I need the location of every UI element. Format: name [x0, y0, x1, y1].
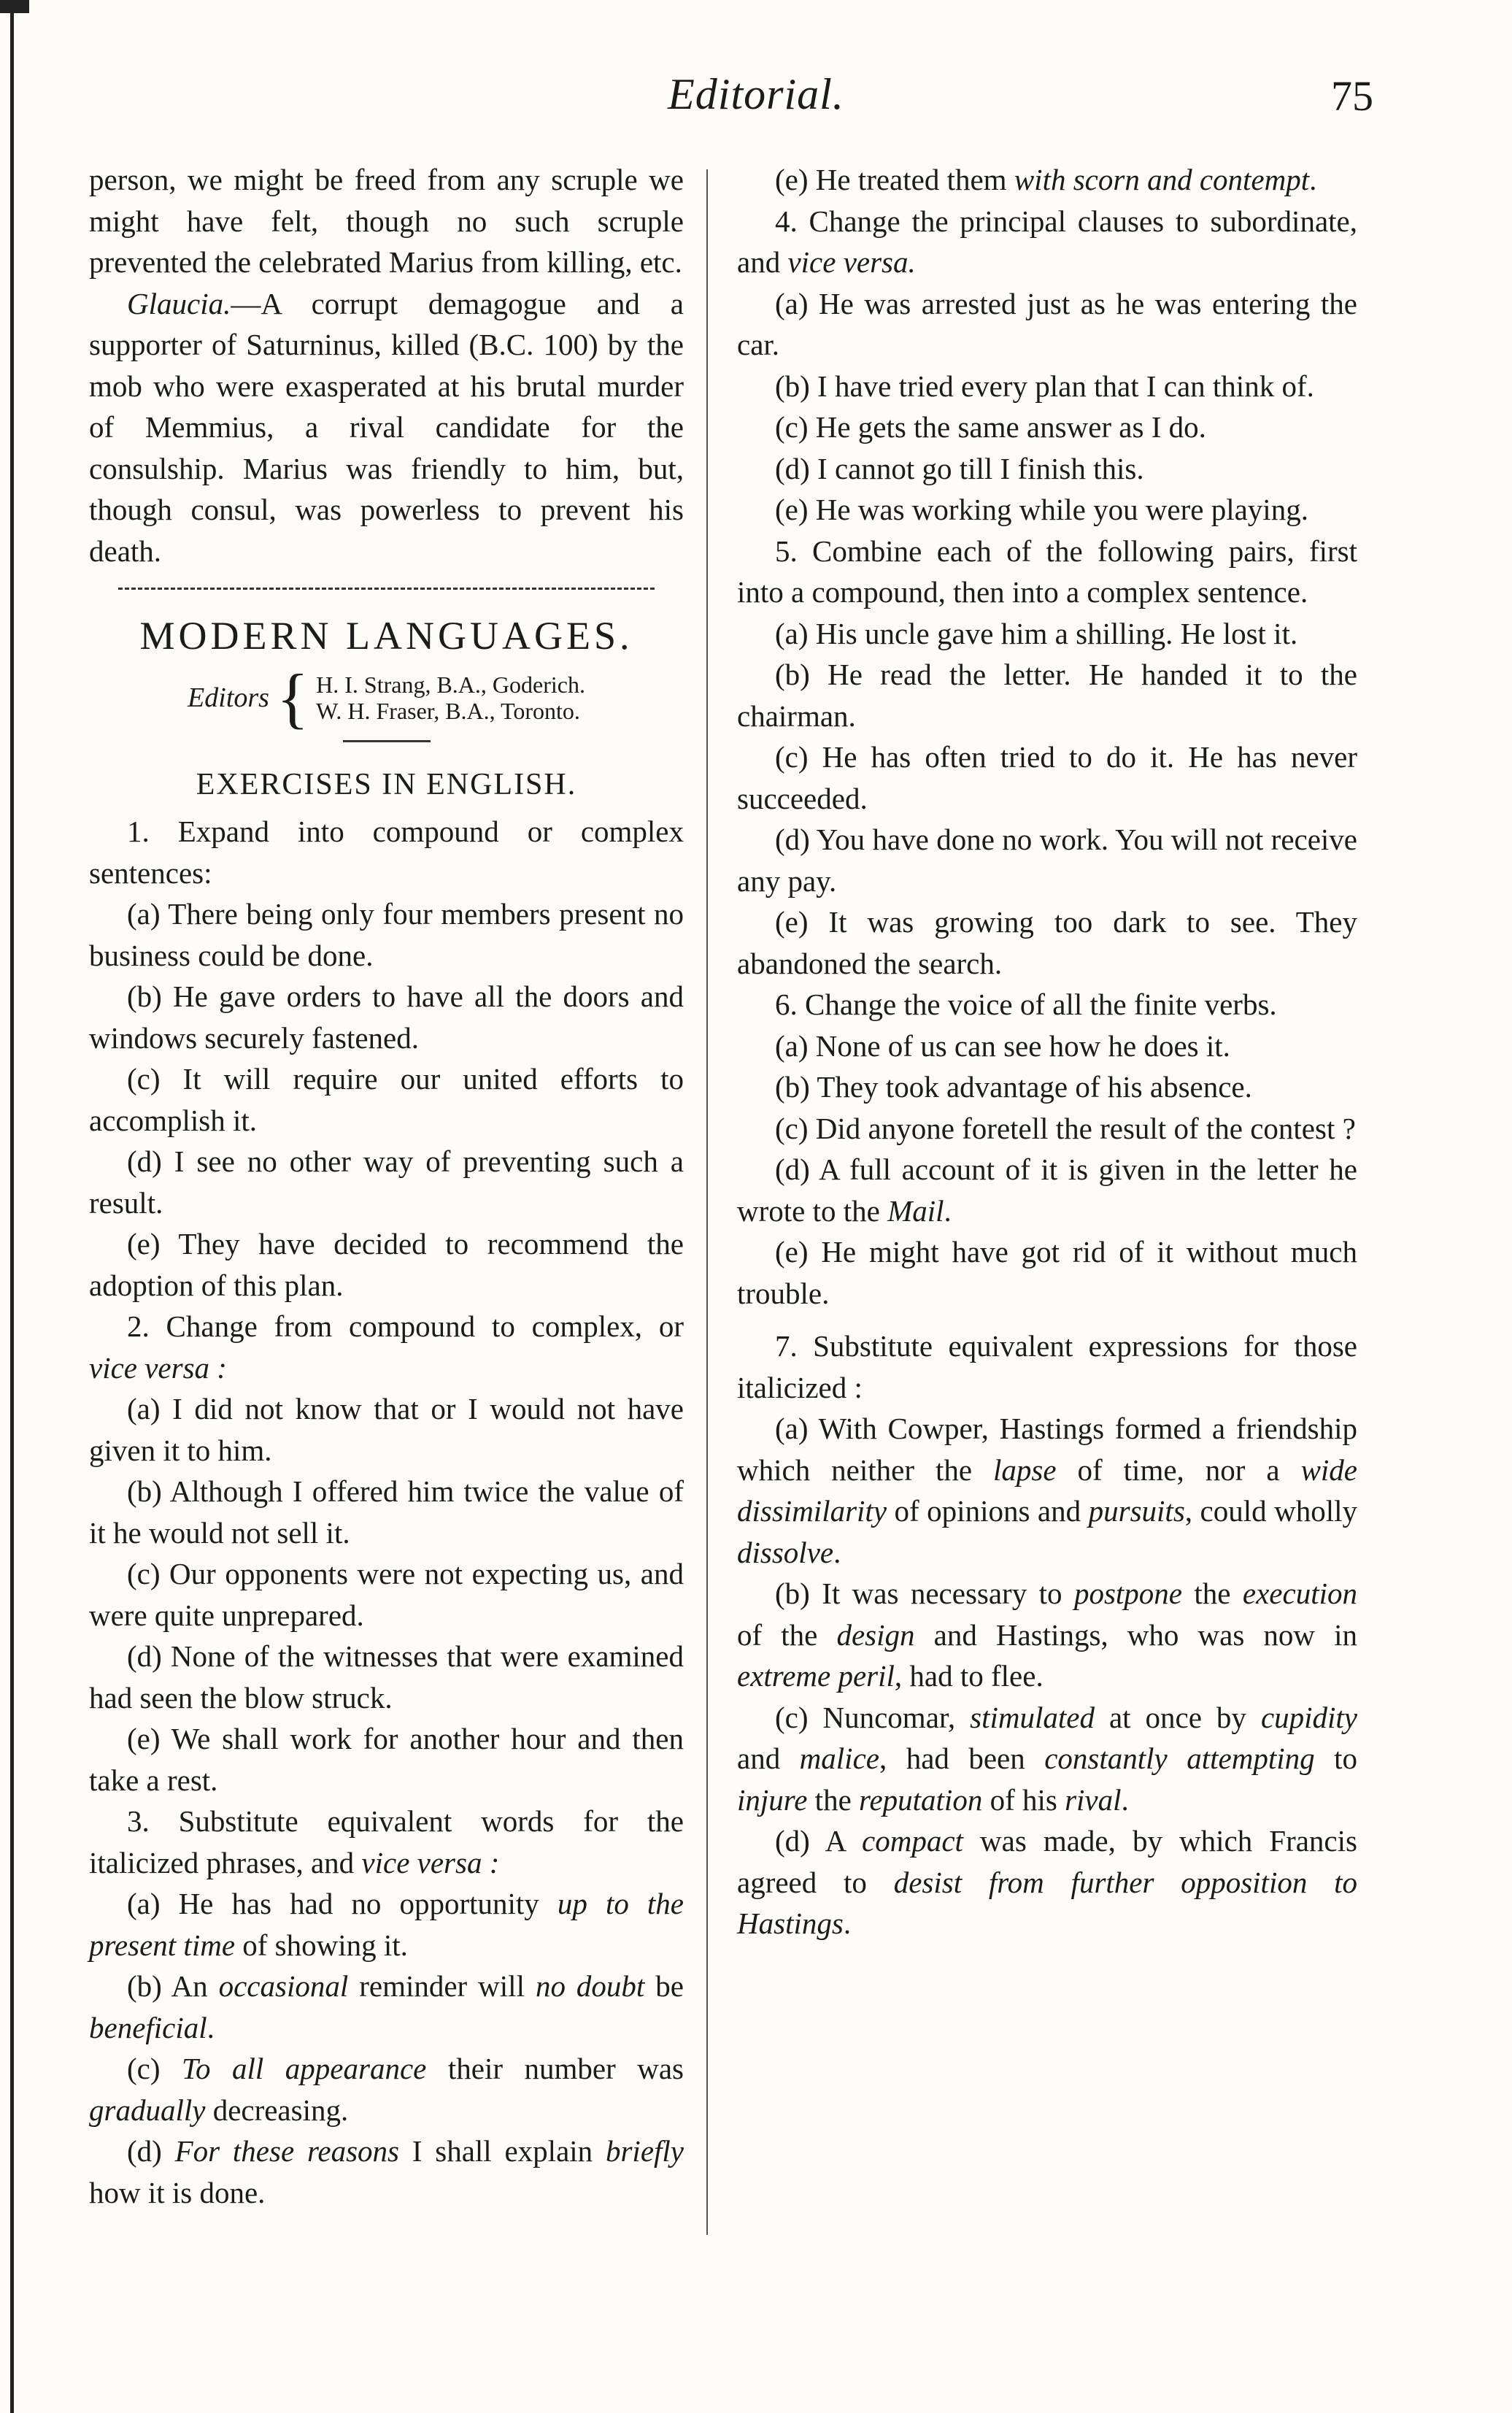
glaucia-text: —A corrupt demagogue and a supporter of Saturninus, killed (B.C. 100) by the mob who were exasperated at his brutal murder of Memmius, a rival candidate for the consulship. Marius was friendly to him, but, though consul, was powerless to prevent his death.: [89, 286, 684, 568]
subsection-title: EXERCISES IN ENGLISH.: [196, 768, 577, 801]
ex6-item-d: (d) A full account of it is given in the letter he wrote to the Mail.: [737, 1152, 1357, 1228]
section-divider: [118, 588, 655, 590]
ex5-item-a: (a) His uncle gave him a shilling. He lost it.: [775, 616, 1298, 650]
ex5-item-c: (c) He has often tried to do it. He has never succeeded.: [737, 740, 1357, 815]
ex2-item-d: (d) None of the witnesses that were examined had seen the blow struck.: [89, 1639, 684, 1715]
ex3-heading-italic: vice versa :: [361, 1845, 500, 1879]
ex5-item-e: (e) It was growing too dark to see. They abandoned the search.: [737, 905, 1357, 980]
ex3-item-c: (c) To all appearance their number was gradually decreasing.: [89, 2052, 684, 2127]
glaucia-term: Glaucia.: [127, 286, 231, 320]
ex7-item-b: (b) It was necessary to postpone the execution of the design and Hastings, who was now in extreme peril, had to flee.: [737, 1577, 1357, 1693]
ex6-item-b: (b) They took advantage of his absence.: [775, 1070, 1252, 1104]
ex2-heading-italic: vice versa :: [89, 1350, 227, 1385]
editors-lines: [316, 671, 585, 724]
ex6-item-e: (e) He might have got rid of it without much trouble.: [737, 1235, 1357, 1310]
running-head: Editorial.: [668, 70, 844, 118]
ex3-item-e: (e) He treated them with scorn and contempt.: [775, 163, 1317, 196]
ex2-heading: [89, 1306, 684, 1388]
ex4-heading-italic: vice versa.: [787, 245, 916, 279]
brace-glyph: {: [276, 661, 309, 735]
column-divider: [706, 169, 708, 2235]
ex2-item-c: (c) Our opponents were not expecting us, and were quite unprepared.: [89, 1557, 684, 1632]
ex1-item-c: (c) It will require our united efforts to accomplish it.: [89, 1062, 684, 1137]
ex4-item-c: (c) He gets the same answer as I do.: [775, 410, 1206, 444]
ex1-item-a: (a) There being only four members present no business could be done.: [89, 897, 684, 972]
ex4-heading: [737, 201, 1357, 283]
ex5-heading: 5. Combine each of the following pairs, first into a compound, then into a complex sentence.: [737, 534, 1357, 609]
page-edge-mark: [0, 0, 29, 13]
ex3-item-a: (a) He has had no opportunity up to the present time of showing it.: [89, 1887, 684, 1962]
ex4-item-a: (a) He was arrested just as he was entering the car.: [737, 286, 1357, 361]
page-edge-line: [10, 0, 14, 2413]
page-number: 75: [1331, 72, 1373, 120]
ex2-heading-text: 2. Change from compound to complex, or: [127, 1309, 684, 1343]
ex1-heading: 1. Expand into compound or complex sentences:: [89, 815, 684, 890]
editors-label: Editors: [188, 682, 269, 713]
editor-fraser: W. H. Fraser, B.A., Toronto.: [316, 698, 580, 724]
ex4-item-b: (b) I have tried every plan that I can think of.: [775, 369, 1314, 403]
ex7-item-a: (a) With Cowper, Hastings formed a friendship which neither the lapse of time, nor a wide dissimilarity of opinions and pursuits, could wholly dissolve.: [737, 1412, 1358, 1569]
left-column: [89, 159, 684, 2213]
right-column: [737, 159, 1357, 1944]
spacer: [737, 1314, 1357, 1325]
editors-block: [89, 661, 684, 735]
ex3-heading-text: 3. Substitute equivalent words for the italicized phrases, and: [89, 1804, 684, 1879]
ex2-item-e: (e) We shall work for another hour and then take a rest.: [89, 1722, 684, 1797]
intro-paragraph: person, we might be freed from any scruple we might have felt, though no such scruple prevented the celebrated Marius from killing, etc.: [89, 163, 684, 279]
ex5-item-d: (d) You have done no work. You will not receive any pay.: [737, 823, 1357, 898]
ex6-item-c: (c) Did anyone foretell the result of the contest ?: [775, 1111, 1356, 1145]
ex6-item-a: (a) None of us can see how he does it.: [775, 1028, 1230, 1063]
ex1-item-d: (d) I see no other way of preventing such a result.: [89, 1144, 684, 1220]
ex3-item-b: (b) An occasional reminder will no doubt be beneficial.: [89, 1969, 684, 2044]
ex7-item-d: (d) A compact was made, by which Francis agreed to desist from further opposition to Hastings.: [737, 1824, 1357, 1940]
ex4-item-e: (e) He was working while you were playing.: [775, 493, 1308, 526]
ex1-item-e: (e) They have decided to recommend the adoption of this plan.: [89, 1227, 684, 1302]
ex4-item-d: (d) I cannot go till I finish this.: [775, 451, 1144, 485]
ex7-heading: 7. Substitute equivalent expressions for those italicized :: [737, 1329, 1357, 1404]
ex7-item-c: (c) Nuncomar, stimulated at once by cupidity and malice, had been constantly attempting to injure the reputation of his rival.: [737, 1700, 1358, 1817]
ex2-item-a: (a) I did not know that or I would not have given it to him.: [89, 1392, 684, 1467]
ex3-item-d: (d) For these reasons I shall explain briefly how it is done.: [89, 2134, 684, 2209]
ex3-heading: [89, 1801, 684, 1883]
glaucia-paragraph: [89, 283, 684, 572]
ex6-heading: 6. Change the voice of all the finite verbs.: [775, 988, 1277, 1021]
ex2-item-b: (b) Although I offered him twice the value of it he would not sell it.: [89, 1474, 684, 1550]
editor-strang: H. I. Strang, B.A., Goderich.: [316, 671, 585, 698]
short-rule: [343, 740, 431, 742]
ex1-item-b: (b) He gave orders to have all the doors and windows securely fastened.: [89, 980, 684, 1055]
ex4-heading-text: 4. Change the principal clauses to subordinate, and: [737, 204, 1357, 279]
ex5-item-b: (b) He read the letter. He handed it to the chairman.: [737, 658, 1357, 733]
section-title: MODERN LANGUAGES.: [139, 614, 633, 658]
